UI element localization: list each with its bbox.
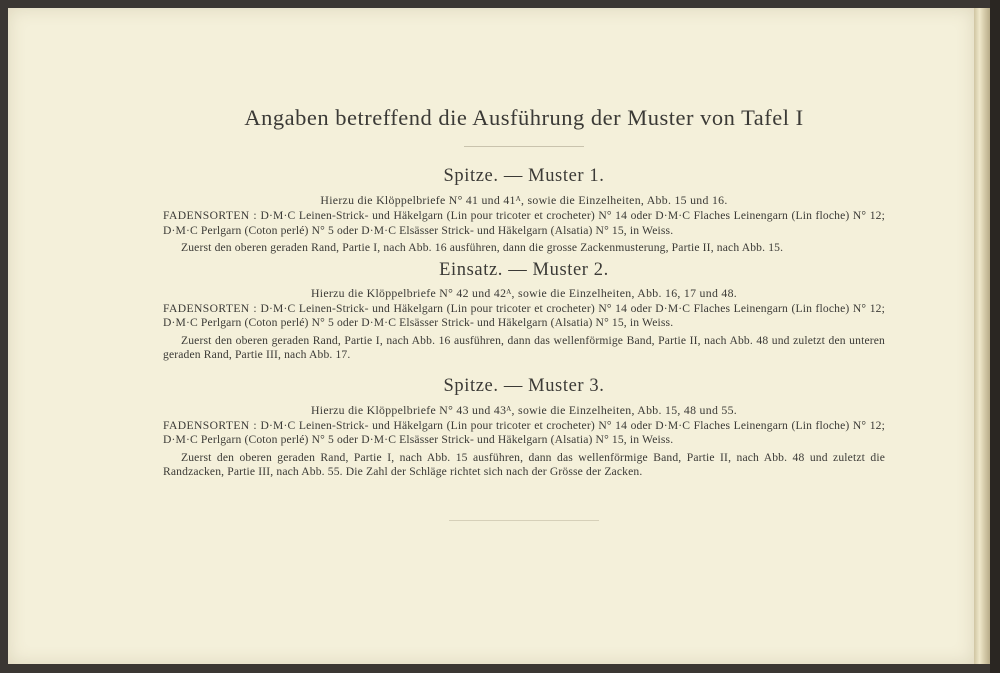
- section-muster-3: [163, 371, 885, 480]
- fadensorten-label: FADENSORTEN :: [163, 418, 257, 432]
- scan-background-edge: [990, 0, 1000, 673]
- fadensorten-text: D·M·C Leinen-Strick- und Häkelgarn (Lin pour tricoter et crocheter) N° 14 oder D·M·C Flaches Leinengarn (Lin floche) N° 12; D·M·C Perlgarn (Coton perlé) N° 5 oder D·M·C Elsässer Strick- und Häkelgarn (Alsatia) N° 15, in Weiss.: [163, 418, 885, 446]
- section-note: Hierzu die Klöppelbriefe N° 42 und 42ᴬ, sowie die Einzelheiten, Abb. 16, 17 und 48.: [310, 285, 738, 300]
- section-note: Hierzu die Klöppelbriefe N° 41 und 41ᴬ, sowie die Einzelheiten, Abb. 15 und 16.: [320, 193, 728, 207]
- instruction-paragraph: Zuerst den oberen geraden Rand, Partie I, nach Abb. 15 ausführen, dann das wellenförmige Band, Partie II, nach Abb. 48 und zuletzt die Randzacken, Partie III, nach Abb. 55. Die Zahl der Schläge richtet sich nach der Grösse der Zacken.: [163, 450, 885, 478]
- section-muster-2: [163, 256, 885, 363]
- section-heading: Einsatz. — Muster 2.: [439, 259, 609, 280]
- page-content: [163, 96, 885, 521]
- fadensorten-paragraph: [163, 209, 885, 238]
- book-page: [8, 8, 974, 664]
- section-muster-1: [163, 161, 885, 256]
- fadensorten-paragraph: [163, 419, 885, 448]
- fadensorten-text: D·M·C Leinen-Strick- und Häkelgarn (Lin pour tricoter et crocheter) N° 14 oder D·M·C Flaches Leinengarn (Lin floche) N° 12; D·M·C Perlgarn (Coton perlé) N° 5 oder D·M·C Elsässer Strick- und Häkelgarn (Alsatia) N° 15, in Weiss.: [163, 209, 885, 237]
- instruction-paragraph: Zuerst den oberen geraden Rand, Partie I, nach Abb. 16 ausführen, dann die grosse Zackenmusterung, Partie II, nach Abb. 15.: [181, 241, 784, 254]
- bottom-divider: [449, 520, 599, 521]
- fadensorten-label: FADENSORTEN :: [163, 301, 257, 315]
- section-note: Hierzu die Klöppelbriefe N° 43 und 43ᴬ, sowie die Einzelheiten, Abb. 15, 48 und 55.: [310, 402, 738, 417]
- page-stack-edge: [974, 8, 990, 664]
- section-heading: Spitze. — Muster 1.: [443, 166, 605, 186]
- page-title: Angaben betreffend die Ausführung der Muster von Tafel I: [244, 105, 804, 130]
- section-heading: Spitze. — Muster 3.: [443, 375, 605, 396]
- title-divider: [464, 146, 584, 147]
- fadensorten-paragraph: [163, 302, 885, 331]
- instruction-paragraph: Zuerst den oberen geraden Rand, Partie I, nach Abb. 16 ausführen, dann das wellenförmige Band, Partie II, nach Abb. 48 und zuletzt den unteren geraden Rand, Partie III, nach Abb. 17.: [163, 333, 885, 361]
- fadensorten-text: D·M·C Leinen-Strick- und Häkelgarn (Lin pour tricoter et crocheter) N° 14 oder D·M·C Flaches Leinengarn (Lin floche) N° 12; D·M·C Perlgarn (Coton perlé) N° 5 oder D·M·C Elsässer Strick- und Häkelgarn (Alsatia) N° 15, in Weiss.: [163, 301, 885, 329]
- fadensorten-label: FADENSORTEN :: [163, 209, 257, 222]
